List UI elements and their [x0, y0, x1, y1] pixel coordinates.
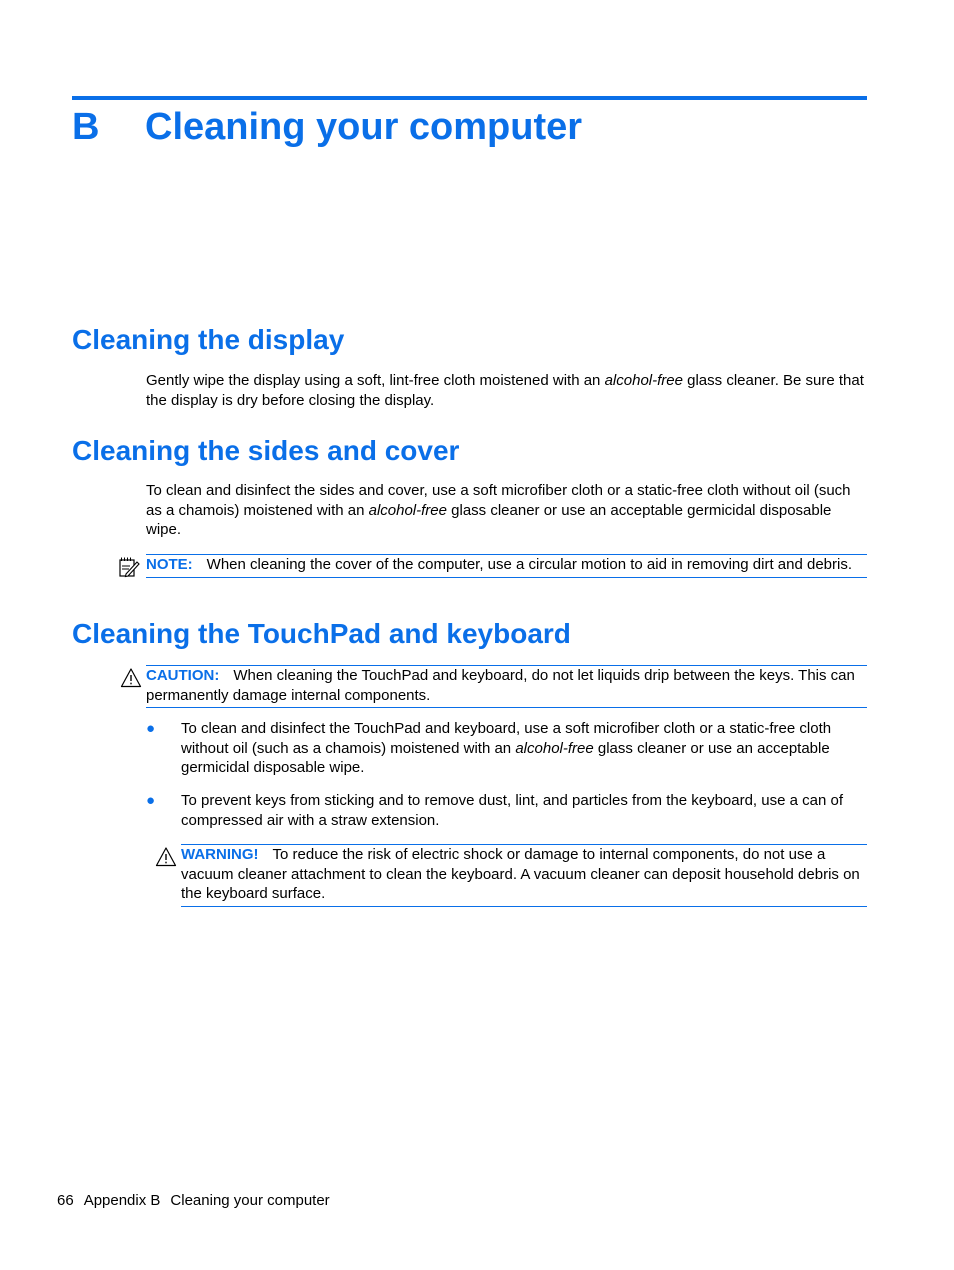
- caution-triangle-icon: [120, 667, 142, 689]
- heading-cleaning-touchpad: Cleaning the TouchPad and keyboard: [72, 618, 571, 649]
- chapter-rule: [72, 96, 867, 100]
- caution-text: When cleaning the TouchPad and keyboard, do not let liquids drip between the keys. This can permanently damage internal components.: [146, 667, 855, 704]
- warning-triangle-icon: [155, 846, 177, 868]
- display-paragraph: Gently wipe the display using a soft, lint-free cloth moistened with an alcohol-free glass cleaner. Be sure that the display is dry before closing the display.: [146, 372, 864, 409]
- warning-label: WARNING!: [181, 846, 259, 863]
- list-item: To prevent keys from sticking and to remove dust, lint, and particles from the keyboard, use a can of compressed air with a straw extension.: [181, 792, 843, 829]
- list-item: To clean and disinfect the TouchPad and keyboard, use a soft microfiber cloth or a static-free cloth without oil (such as a chamois) moistened with an alcohol-free glass cleaner or use an acceptable germicidal disposable wipe.: [181, 720, 832, 776]
- heading-cleaning-display: Cleaning the display: [72, 324, 345, 355]
- caution-label: CAUTION:: [146, 667, 220, 684]
- chapter-letter: B: [72, 106, 100, 148]
- warning-text: To reduce the risk of electric shock or damage to internal components, do not use a vacuum cleaner attachment to clean the keyboard. A vacuum cleaner can deposit household debris on the keyboard surface.: [181, 846, 860, 902]
- footer-title: Cleaning your computer: [170, 1192, 330, 1209]
- bullet-marker: ●: [146, 720, 156, 737]
- page-number: 66: [57, 1192, 74, 1209]
- bullet-marker: ●: [146, 792, 156, 809]
- chapter-title-text: Cleaning your computer: [145, 106, 583, 148]
- warning-box: [181, 844, 867, 907]
- note-text: When cleaning the cover of the computer, use a circular motion to aid in removing dirt and debris.: [206, 556, 853, 573]
- page-footer: [57, 1192, 340, 1209]
- caution-box: [146, 665, 867, 708]
- note-label: NOTE:: [146, 556, 193, 573]
- footer-appendix: Appendix B: [83, 1192, 161, 1209]
- sides-paragraph: To clean and disinfect the sides and cover, use a soft microfiber cloth or a static-free cloth without oil (such as a chamois) moistened with an alcohol-free glass cleaner or use an acceptable germicidal disposable wipe.: [146, 482, 851, 538]
- note-box: [146, 554, 867, 578]
- note-pad-icon: [118, 556, 140, 578]
- heading-cleaning-sides: Cleaning the sides and cover: [72, 435, 460, 466]
